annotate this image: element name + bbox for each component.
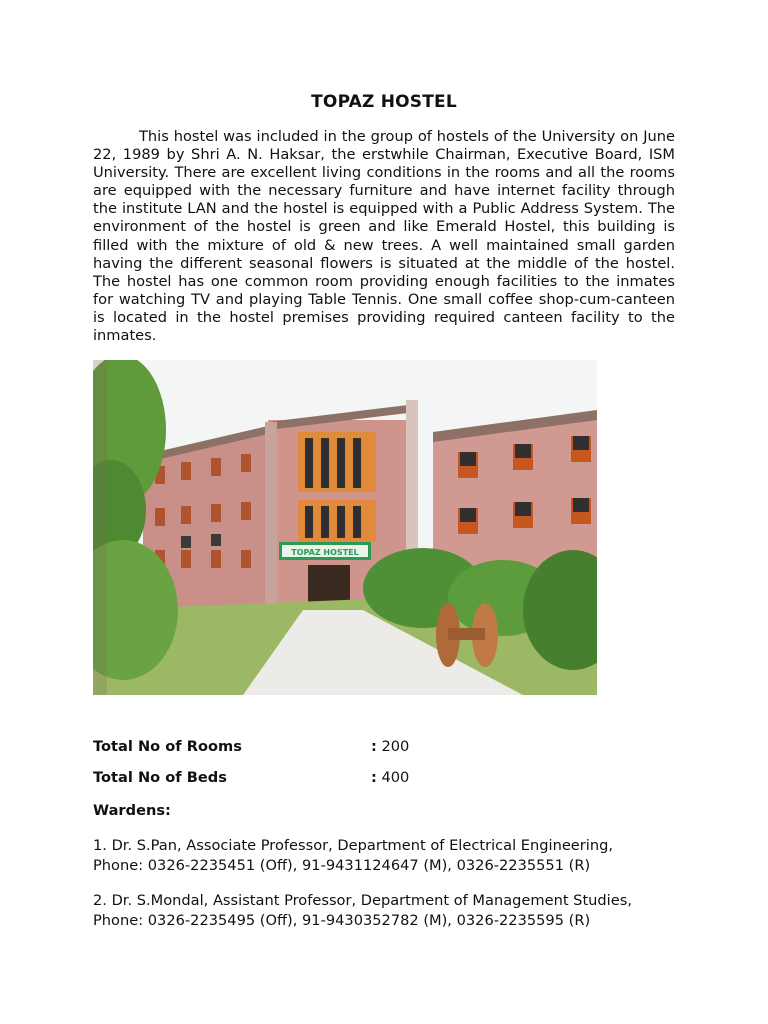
warden-name-line: 2. Dr. S.Mondal, Assistant Professor, Department of Management Studies, [93,892,632,909]
wardens-heading: Wardens: [93,802,171,819]
fact-label: Total No of Rooms [93,738,242,755]
warden-name-line: 1. Dr. S.Pan, Associate Professor, Department of Electrical Engineering, [93,837,613,854]
fact-number: 200 [381,738,410,755]
hostel-photo [93,360,597,695]
warden-entry [93,836,693,875]
fact-value [371,769,409,786]
hostel-sign: TOPAZ HOSTEL [291,548,359,557]
fact-separator: : [371,738,377,755]
fact-number: 400 [381,769,410,786]
document-title: TOPAZ HOSTEL [311,92,457,112]
intro-paragraph: This hostel was included in the group of hostels of the University on June 22, 1989 by Shri A. N. Haksar, the erstwhile Chairman, Executive Board, ISM University. There are excellent living conditions in the rooms and all the rooms are equipped with the necessary furniture and have internet facility through the institute LAN and the hostel is equipped with a Public Address System. The environment of the hostel is green and like Emerald Hostel, this building is filled with the mixture of old & new trees. A well maintained small garden having the different seasonal flowers is situated at the middle of the hostel. The hostel has one common room providing enough facilities to the inmates for watching TV and playing Table Tennis. One small coffee shop-cum-canteen is located in the hostel premises providing required canteen facility to the inmates. [93,128,675,345]
fact-label: Total No of Beds [93,769,227,786]
warden-phone-line: Phone: 0326-2235495 (Off), 91-9430352782 (M), 0326-2235595 (R) [93,911,591,929]
fact-separator: : [371,769,377,786]
warden-phone-line: Phone: 0326-2235451 (Off), 91-9431124647 (M), 0326-2235551 (R) [93,856,591,874]
fact-value [371,738,409,755]
warden-entry [93,891,693,930]
hostel-photo-illustration [93,360,597,695]
